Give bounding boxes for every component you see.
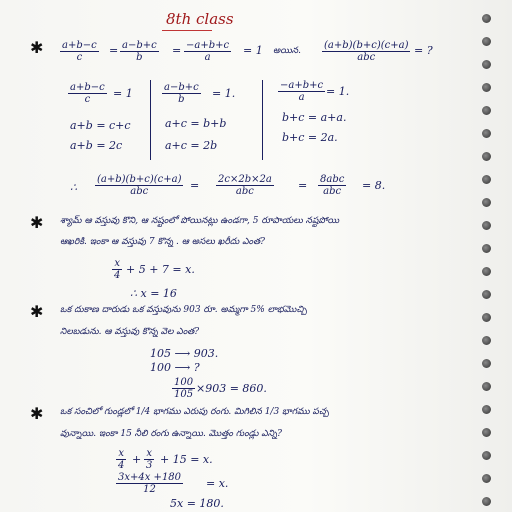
spiral-hole-icon — [482, 152, 491, 161]
spiral-hole-icon — [482, 336, 491, 345]
therefore-symbol: ∴ — [70, 181, 77, 194]
p1-col3-eq: = 1. — [326, 85, 350, 98]
p1-col2-fraction — [162, 82, 201, 105]
p1-final-fraction-1 — [95, 174, 183, 197]
spiral-hole-icon — [482, 313, 491, 322]
spiral-hole-icon — [482, 37, 491, 46]
p3-row1: 105 ⟶ 903. — [150, 347, 219, 360]
star-bullet-icon: ✱ — [30, 302, 44, 321]
p1-col2-eq: = 1. — [212, 87, 236, 100]
spiral-hole-icon — [482, 60, 491, 69]
spiral-hole-icon — [482, 382, 491, 391]
spiral-hole-icon — [482, 175, 491, 184]
p4-eq2-fraction — [116, 472, 183, 495]
star-bullet-icon: ✱ — [30, 213, 44, 232]
column-divider — [262, 80, 263, 160]
p1-word: అయిన. — [273, 46, 301, 56]
p1-question-fraction — [322, 40, 410, 63]
p3-calc-rest: ×903 = 860. — [196, 382, 267, 395]
p1-col3-den: a — [298, 92, 305, 103]
p1-final-f3-den: abc — [323, 186, 342, 197]
p1-q-num: (a+b)(b+c)(c+a) — [324, 40, 409, 51]
p1-rhs-tail: = ? — [414, 44, 433, 57]
p1-q-den: abc — [357, 52, 376, 63]
p1-col3-line3: b+c = 2a. — [282, 131, 338, 144]
p4-text-line2: వున్నాయి. ఇంకా 15 నీలి రంగు ఉన్నాయి. మొత్తం గుండ్లు ఎన్ని? — [60, 429, 282, 439]
p4-eq3: 5x = 180. — [170, 497, 224, 510]
p2-text-line1: శ్యామ్ ఆ వస్తువు కొని, ఆ నష్టంలో పోయినట్లు ఉండగా, 5 రూపాయలు నష్టపోయి — [60, 216, 340, 226]
plus-sign: + — [132, 453, 142, 466]
p1-col1-den: c — [84, 94, 91, 105]
p1-col3-num: −a+b+c — [280, 80, 324, 91]
p4-eq1-a-num: x — [118, 448, 124, 459]
p4-eq1-rest: + 15 = x. — [160, 453, 213, 466]
star-bullet-icon: ✱ — [30, 38, 44, 57]
spiral-hole-icon — [482, 14, 491, 23]
spiral-hole-icon — [482, 129, 491, 138]
p3-text-line1: ఒక దుకాణ దారుడు ఒక వస్తువును 903 రూ. అమ్మగా 5% లాభమొచ్చి — [60, 305, 307, 315]
p1-final-tail: = 8. — [362, 179, 386, 192]
eq-sign: = — [190, 179, 200, 192]
p3-calc-num: 100 — [174, 377, 194, 388]
eq-sign: = — [172, 44, 182, 57]
p2-eq1-rest: + 5 + 7 = x. — [126, 263, 195, 276]
eq-sign: = — [109, 44, 119, 57]
p1-col2-den: b — [178, 94, 185, 105]
p1-col1-fraction — [68, 82, 107, 105]
p1-final-f1-num: (a+b)(b+c)(c+a) — [97, 174, 182, 185]
p4-eq1-b-den: 3 — [146, 460, 153, 471]
p2-answer: ∴ x = 16 — [130, 287, 177, 300]
p4-eq2-den: 12 — [143, 484, 156, 495]
page-title: 8th class — [166, 10, 234, 28]
spiral-hole-icon — [482, 267, 491, 276]
p1-f1-num: a+b−c — [62, 40, 97, 51]
p1-col2-line2: a+c = b+b — [165, 117, 227, 130]
p2-eq1-num: x — [114, 258, 120, 269]
p1-final-f3-num: 8abc — [320, 174, 345, 185]
p1-col1-num: a+b−c — [70, 82, 105, 93]
p2-text-line2: ఆఖరికి. ఇంకా ఆ వస్తువు 7 కొన్న . ఆ అసలు ఖరీదు ఎంత? — [60, 237, 265, 247]
p1-final-f1-den: abc — [130, 186, 149, 197]
p1-col3-line2: b+c = a+a. — [282, 111, 347, 124]
p1-final-fraction-2 — [216, 174, 274, 197]
p3-row2: 100 ⟶ ? — [150, 361, 200, 374]
spiral-hole-icon — [482, 290, 491, 299]
p1-f3-den: a — [204, 52, 211, 63]
p4-eq1-a-den: 4 — [118, 460, 125, 471]
spiral-hole-icon — [482, 106, 491, 115]
spiral-hole-icon — [482, 497, 491, 506]
p4-text-line1: ఒక సంచిలో గుండ్లలో 1/4 భాగము ఎరుపు రంగు. మిగిలిన 1/3 భాగము పచ్చ — [60, 407, 329, 417]
p3-calc-fraction — [172, 377, 195, 400]
p4-eq2-num: 3x+4x +180 — [118, 472, 182, 483]
p1-f1-den: c — [76, 52, 83, 63]
p1-col2-line3: a+c = 2b — [165, 139, 218, 152]
p1-col1-line2: a+b = c+c — [70, 119, 131, 132]
p1-fraction-3 — [184, 40, 231, 63]
p1-fraction-2 — [120, 40, 159, 63]
star-bullet-icon: ✱ — [30, 404, 44, 423]
spiral-hole-icon — [482, 405, 491, 414]
column-divider — [150, 80, 151, 160]
p1-fraction-1 — [60, 40, 99, 63]
spiral-hole-icon — [482, 428, 491, 437]
p1-f2-den: b — [136, 52, 143, 63]
p3-text-line2: నిలబడును. ఆ వస్తువు కొన్న వెల ఎంత? — [60, 327, 200, 337]
p1-final-fraction-3 — [318, 174, 346, 197]
p1-col2-num: a−b+c — [164, 82, 199, 93]
p4-eq1-fraction-b — [144, 448, 154, 471]
p4-eq1-b-num: x — [146, 448, 152, 459]
p1-f2-num: a−b+c — [122, 40, 157, 51]
p1-col3-fraction — [278, 80, 325, 103]
spiral-hole-icon — [482, 359, 491, 368]
p2-eq1-den: 4 — [114, 270, 121, 281]
spiral-hole-icon — [482, 474, 491, 483]
p2-eq1-fraction — [112, 258, 122, 281]
spiral-hole-icon — [482, 244, 491, 253]
p4-eq1-fraction-a — [116, 448, 126, 471]
eq-sign: = — [298, 179, 308, 192]
p1-eq-tail: = 1 — [243, 44, 263, 57]
spiral-hole-icon — [482, 83, 491, 92]
p1-col1-line3: a+b = 2c — [70, 139, 123, 152]
spiral-hole-icon — [482, 221, 491, 230]
title-underline — [162, 30, 212, 31]
spiral-hole-icon — [482, 198, 491, 207]
spiral-hole-icon — [482, 451, 491, 460]
p1-final-f2-den: abc — [235, 186, 254, 197]
p4-eq2-rest: = x. — [206, 477, 229, 490]
p1-col1-eq: = 1 — [113, 87, 133, 100]
p1-final-f2-num: 2c×2b×2a — [218, 174, 272, 185]
p1-f3-num: −a+b+c — [186, 40, 230, 51]
p3-calc-den: 105 — [174, 389, 194, 400]
